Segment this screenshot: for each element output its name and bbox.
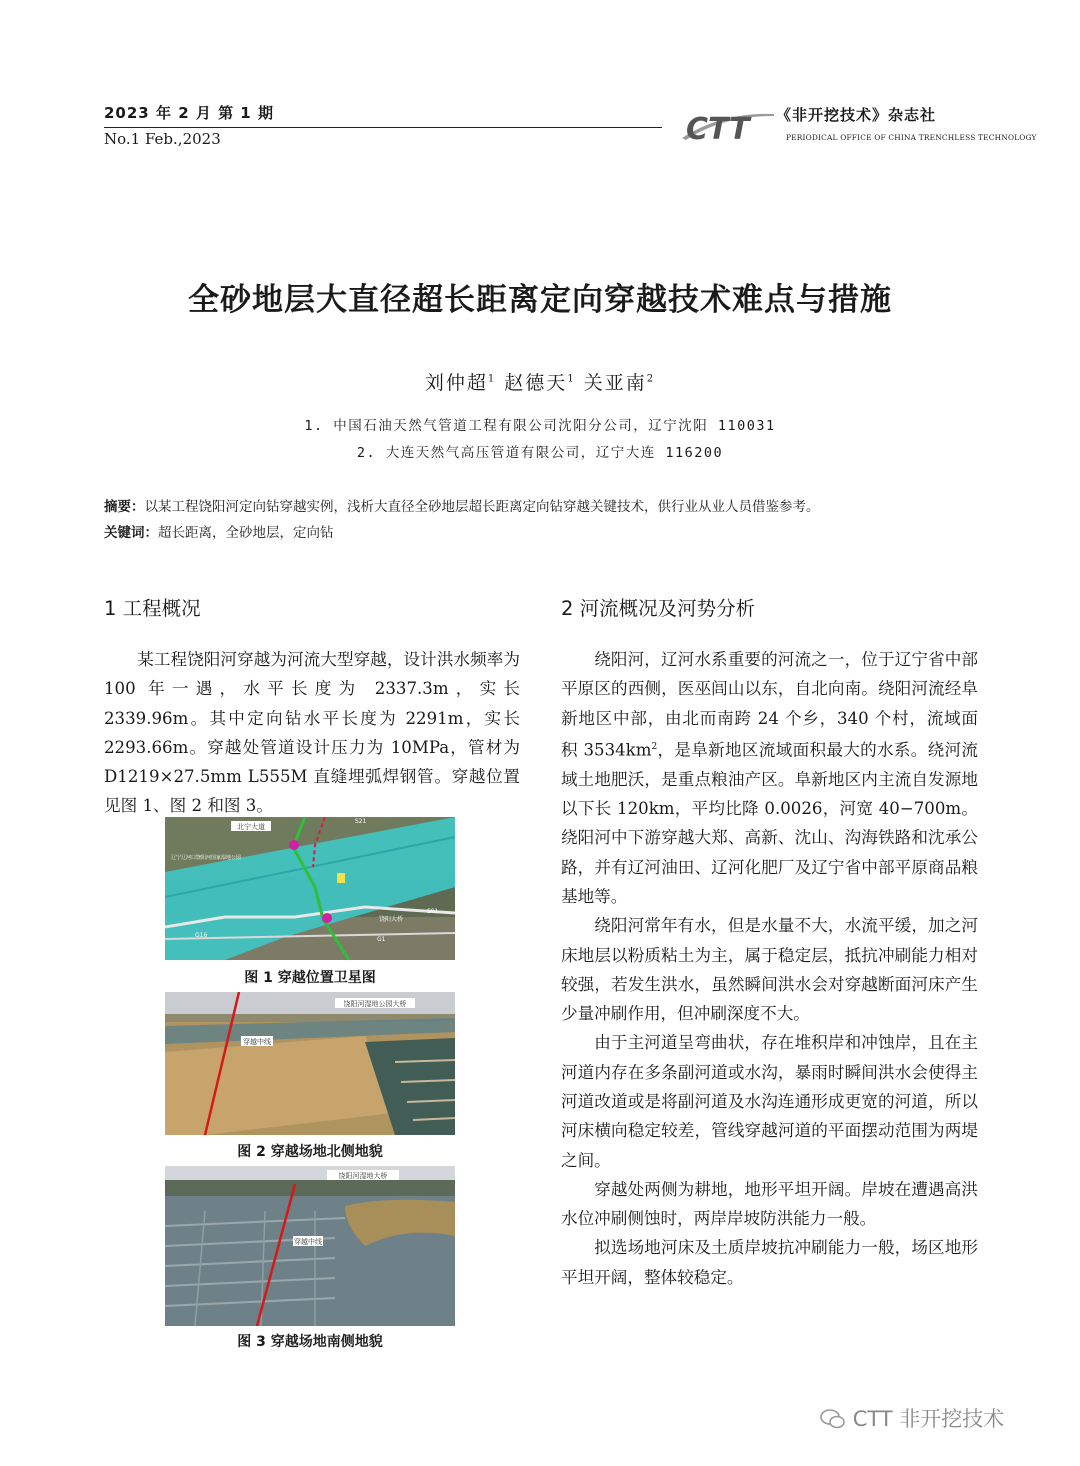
logo-mark: CTT [686,112,750,147]
wechat-icon [820,1408,846,1430]
watermark-text: CTT 非开挖技术 [852,1407,1005,1431]
figure-3-south-photo [165,1166,455,1326]
section-2-heading: 2 河流概况及河势分析 [561,597,756,620]
figure-3-caption: 图 3 穿越场地南侧地貌 [237,1334,383,1350]
map-label-bridge: 饶阳大桥 [379,916,404,923]
photo-label-centerline: 穿越中线 [243,1038,271,1046]
header-rule [104,127,662,128]
paragraph: 绕阳河常年有水，但是水量不大，水流平缓，加之河床地层以粉质粘土为主，属于稳定层，抵抗冲刷能力相对较强，若发生洪水，虽然瞬间洪水会对穿越断面河床产生少量冲刷作用，但冲刷深度不大。 [561,916,978,1024]
section-2-body [561,645,978,1292]
abstract-label: 摘要： [104,499,145,515]
author-name: 关亚南 [583,372,647,394]
author-sup: 2 [646,373,656,385]
section-1-body [104,645,520,821]
publisher-name: 《非开挖技术》杂志社 [776,106,937,124]
figure-1-caption: 图 1 穿越位置卫星图 [244,970,376,986]
author-name: 刘仲超 [424,372,488,394]
abstract-block [104,494,984,546]
map-label-g1: G1 [377,936,386,943]
paragraph: 某工程饶阳河穿越为河流大型穿越，设计洪水频率为 100 年一遇，水平长度为 2337.3m，实长 2339.96m。其中定向钻水平长度为 2291m，实长 2293.66m。穿越处管道设计压力为 10MPa，管材为 D1219×27.5mm L555M 直缝埋弧焊钢管。穿越位置见图 1、图 2 和图 3。 [104,650,520,816]
photo-label-centerline: 穿越中线 [294,1238,322,1246]
publisher-name-en: PERIODICAL OFFICE OF CHINA TRENCHLESS TECHNOLOGY [786,133,1037,142]
keywords-text: 超长距离，全砂地层，定向钻 [158,525,334,541]
paragraph: 绕阳河，辽河水系重要的河流之一，位于辽宁省中部平原区的西侧，医巫闾山以东，自北向南。绕阳河流经阜新地区中部，由北而南跨 24 个乡，340 个村，流域面积 $3534km^2$，是阜新地区流域面积最大的水系。绕河流域土地肥沃，是重点粮油产区。阜新地区内主流自发源地以下长 120km，平均比降 0.0026，河宽 40−700m。绕阳河中下游穿越大郑、高新、沈山、沟海铁路和沈承公路，并有辽河油田、辽河化肥厂及辽宁省中部平原商品粮基地等。 [561,650,978,906]
section-1-heading: 1 工程概况 [104,597,201,620]
paragraph: 由于主河道呈弯曲状，存在堆积岸和冲蚀岸，且在主河道内存在多条副河道或水沟，暴雨时瞬间洪水会使得主河道改道或是将副河道及水沟连通形成更宽的河道，所以河床横向稳定较差，管线穿越河道的平面摆动范围为两堤之间。 [561,1033,978,1170]
affiliation-1: 1. 中国石油天然气管道工程有限公司沈阳分公司，辽宁沈阳 110031 [304,418,776,434]
map-label-s01: S01 [427,908,439,915]
affiliation-2: 2. 大连天然气高压管道有限公司，辽宁大连 116200 [356,445,724,461]
photo-label-bridge: 饶阳河湿地公园大桥 [343,1000,407,1008]
watermark [820,1403,1004,1433]
map-label-road: 北宁大道 [237,823,265,831]
issue-date-en: No.1 Feb.,2023 [104,130,221,148]
photo-label-bridge: 饶阳河湿地大桥 [338,1172,388,1180]
author-sup: 1 [487,373,497,385]
paragraph: 穿越处两侧为耕地，地形平坦开阔。岸坡在遭遇高洪水位冲刷侧蚀时，两岸岸坡防洪能力一般。 [561,1179,978,1229]
author-name: 赵德天 [504,372,568,394]
map-label-park: 辽宁辽河口饶阳河国家湿地公园 [171,855,242,861]
figure-1-satellite-map [165,817,455,960]
abstract-text: 以某工程饶阳河定向钻穿越实例，浅析大直径全砂地层超长距离定向钻穿越关键技术，供行业从业人员借鉴参考。 [144,499,820,515]
figure-2-north-photo [165,992,455,1135]
map-label-s21: S21 [355,818,367,825]
author-list [0,368,1080,395]
issue-date-cn: 2023 年 2 月 第 1 期 [104,104,274,122]
paragraph: 拟选场地河床及土质岸坡抗冲刷能力一般，场区地形平坦开阔，整体较稳定。 [561,1238,978,1287]
author-sup: 1 [567,373,576,385]
article-title: 全砂地层大直径超长距离定向穿越技术难点与措施 [188,282,892,318]
map-label-g16: G16 [195,932,208,939]
keywords-label: 关键词： [104,525,158,541]
figure-2-caption: 图 2 穿越场地北侧地貌 [237,1144,383,1160]
